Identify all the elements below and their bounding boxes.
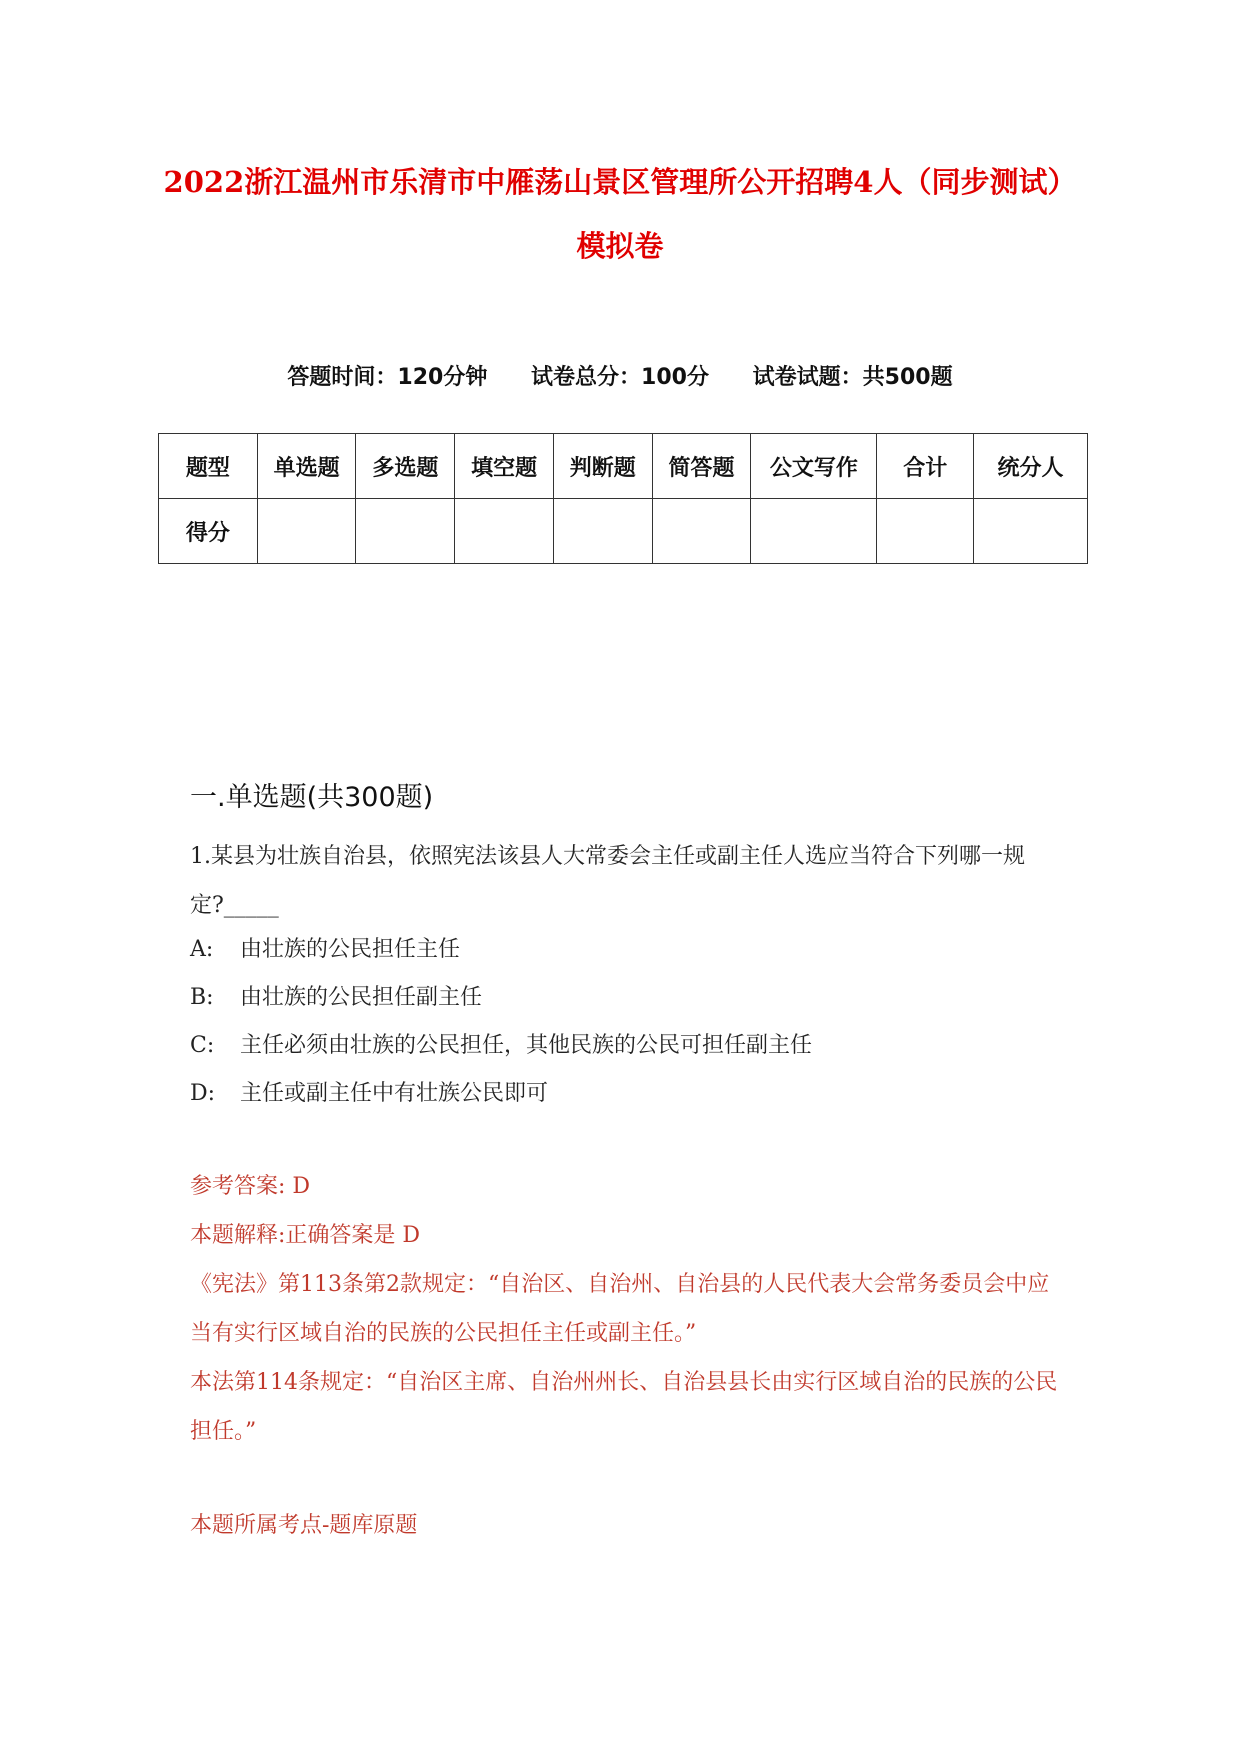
option-letter: D:	[190, 1081, 216, 1106]
score-cell[interactable]	[974, 499, 1088, 564]
document-title: 2022浙江温州市乐清市中雁荡山景区管理所公开招聘4人（同步测试）模拟卷	[163, 165, 1077, 263]
score-cell[interactable]	[652, 499, 751, 564]
explanation-paragraph-1: 《宪法》第113条第2款规定：“自治区、自治州、自治县的人民代表大会常务委员会中应当有实行区域自治的民族的公民担任主任或副主任。”	[190, 1272, 1050, 1346]
score-header-cell: 简答题	[652, 434, 751, 499]
score-row-label: 得分	[159, 499, 258, 564]
explanation-label: 本题解释:正确答案是 D	[190, 1223, 421, 1248]
exam-time: 答题时间：120分钟	[287, 365, 488, 390]
reference-answer: 参考答案: D	[190, 1174, 311, 1199]
option-letter: B:	[190, 985, 214, 1010]
score-header-cell: 判断题	[553, 434, 652, 499]
score-header-cell: 多选题	[356, 434, 455, 499]
option-letter: A:	[190, 937, 214, 962]
option-letter: C:	[190, 1033, 215, 1058]
score-header-cell: 单选题	[257, 434, 356, 499]
option-d	[190, 1079, 548, 1109]
score-header-cell: 统分人	[974, 434, 1088, 499]
question-source: 本题所属考点-题库原题	[190, 1513, 418, 1538]
option-a	[190, 935, 460, 965]
option-c	[190, 1031, 812, 1061]
question-text: 1.某县为壮族自治县，依照宪法该县人大常委会主任或副主任人选应当符合下列哪一规定?_____	[190, 844, 1025, 918]
score-header-cell: 公文写作	[751, 434, 877, 499]
score-table-score-row	[159, 499, 1088, 564]
score-table	[158, 433, 1088, 564]
score-cell[interactable]	[877, 499, 974, 564]
score-cell[interactable]	[455, 499, 554, 564]
score-cell[interactable]	[751, 499, 877, 564]
score-cell[interactable]	[356, 499, 455, 564]
option-b	[190, 983, 482, 1013]
exam-info	[0, 360, 1240, 391]
option-text: 主任或副主任中有壮族公民即可	[240, 1081, 549, 1106]
score-header-cell: 题型	[159, 434, 258, 499]
score-header-cell: 填空题	[455, 434, 554, 499]
score-cell[interactable]	[257, 499, 356, 564]
score-cell[interactable]	[553, 499, 652, 564]
exam-question-count: 试卷试题：共500题	[752, 365, 953, 390]
option-text: 由壮族的公民担任副主任	[240, 985, 483, 1010]
exam-total-score: 试卷总分：100分	[531, 365, 709, 390]
option-text: 主任必须由壮族的公民担任，其他民族的公民可担任副主任	[240, 1033, 813, 1058]
score-header-cell: 合计	[877, 434, 974, 499]
option-text: 由壮族的公民担任主任	[240, 937, 461, 962]
score-table-header-row	[159, 434, 1088, 499]
explanation-paragraph-2: 本法第114条规定：“自治区主席、自治州州长、自治县县长由实行区域自治的民族的公民担任。”	[190, 1370, 1058, 1444]
section-title: 一.单选题(共300题)	[190, 782, 434, 813]
